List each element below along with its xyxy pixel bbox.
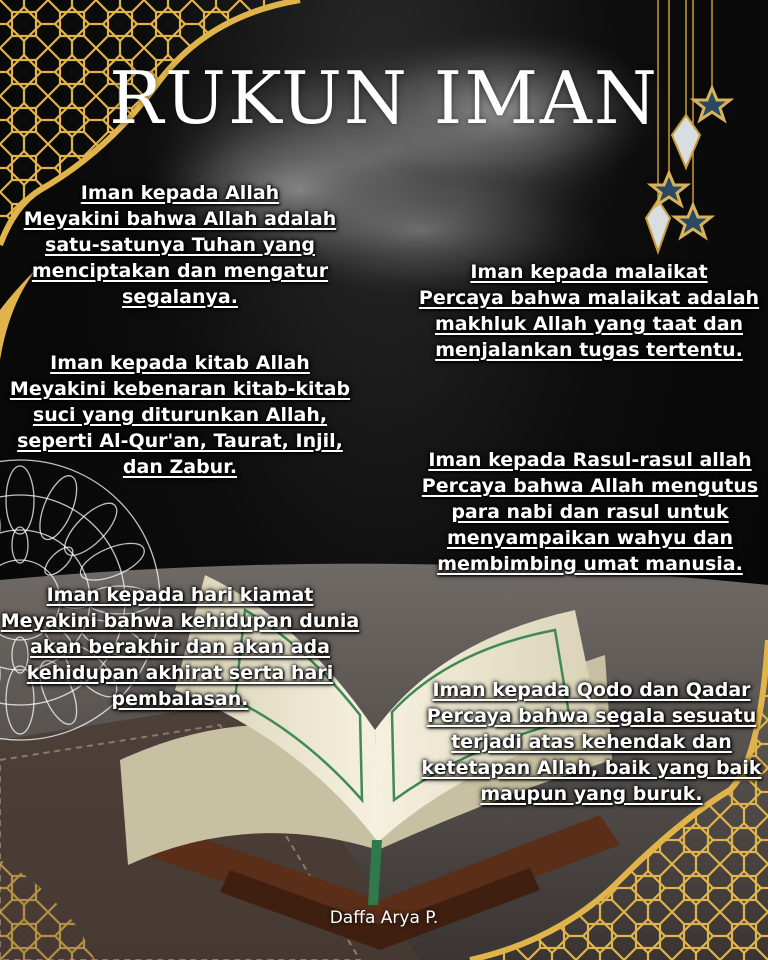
pillar-description: Percaya bahwa Allah mengutus para nabi dan rasul untuk menyampaikan wahyu dan membimbing umat manusia. xyxy=(421,475,759,575)
pillar-iman-malaikat xyxy=(410,259,768,363)
pillar-heading: Iman kepada Allah xyxy=(80,182,280,204)
pillar-description: Meyakini bahwa kehidupan dunia akan berakhir dan akan ada kehidupan akhirat serta hari pembalasan. xyxy=(0,610,360,710)
pillar-heading: Iman kepada hari kiamat xyxy=(46,584,314,606)
pillar-iman-hari-kiamat xyxy=(0,582,360,712)
pillar-iman-rasul xyxy=(412,447,768,577)
pillar-iman-qodo-qadar xyxy=(415,677,768,807)
pillar-heading: Iman kepada Rasul-rasul allah xyxy=(428,449,752,471)
author-credit: Daffa Arya P. xyxy=(329,908,439,928)
pillar-description: Meyakini bahwa Allah adalah satu-satunya Tuhan yang menciptakan dan mengatur segalanya. xyxy=(23,208,337,308)
pillar-heading: Iman kepada kitab Allah xyxy=(50,352,310,374)
pillar-heading: Iman kepada malaikat xyxy=(470,261,708,283)
pillar-heading: Iman kepada Qodo dan Qadar xyxy=(432,679,751,701)
pillar-iman-kitab xyxy=(4,350,356,480)
pillar-iman-allah xyxy=(10,180,350,310)
page-title: RUKUN IMAN xyxy=(109,56,659,140)
pillar-description: Percaya bahwa segala sesuatu terjadi atas kehendak dan ketetapan Allah, baik yang baik maupun yang buruk. xyxy=(421,705,762,805)
pillar-description: Percaya bahwa malaikat adalah makhluk Allah yang taat dan menjalankan tugas tertentu. xyxy=(418,287,760,361)
pillar-description: Meyakini kebenaran kitab-kitab suci yang diturunkan Allah, seperti Al-Qur'an, Taurat, Injil, dan Zabur. xyxy=(9,378,351,478)
